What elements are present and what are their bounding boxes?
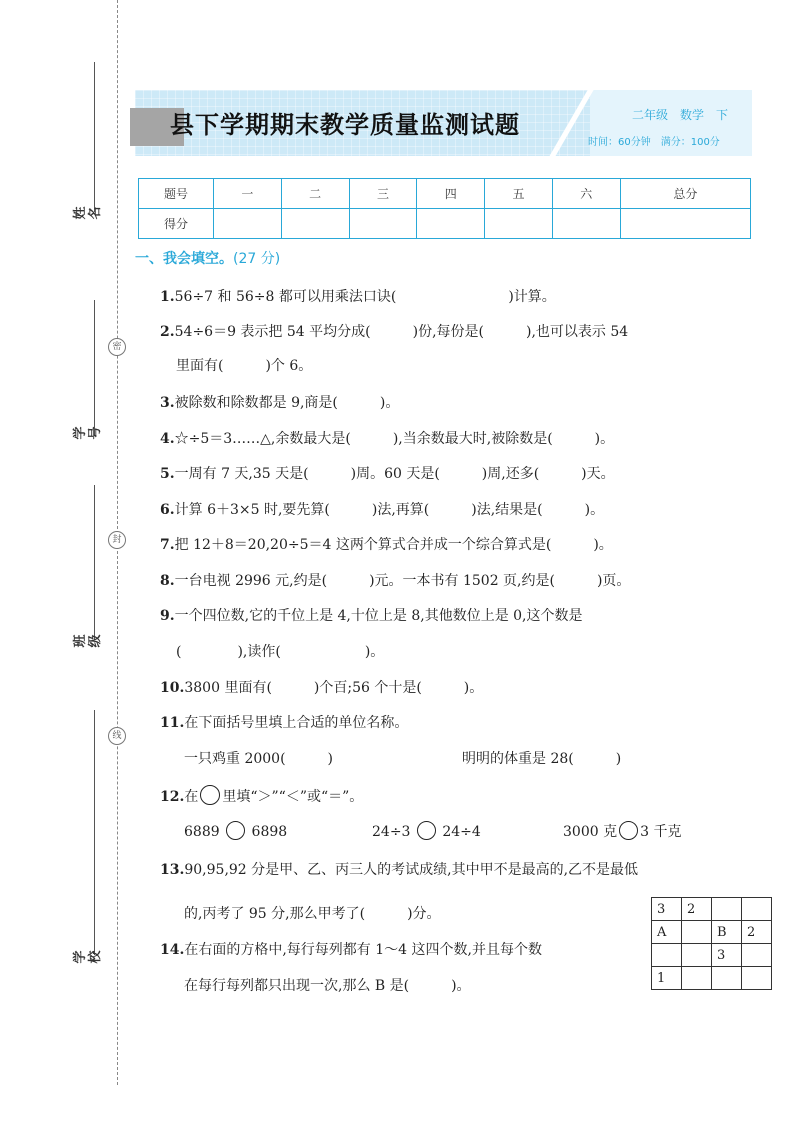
grade-subject: 二年级 数学 下	[632, 108, 729, 122]
section-1-points: (27 分)	[233, 251, 281, 267]
question-6	[160, 499, 604, 519]
question-number: 11.	[160, 715, 185, 731]
question-10	[160, 677, 483, 697]
question-number: 14.	[160, 942, 185, 958]
question-11-b	[462, 748, 621, 768]
question-number: 4.	[160, 431, 175, 447]
question-text: 里面有( )个 6。	[176, 358, 313, 374]
question-text: 3800 里面有( )个百;56 个十是( )。	[184, 680, 484, 696]
question-text: 54÷6＝9 表示把 54 平均分成( )份,每份是( ),也可以表示 54	[174, 324, 629, 340]
score-cell[interactable]	[281, 209, 349, 239]
question-number: 12.	[160, 789, 185, 805]
name-label: 姓名	[73, 206, 103, 220]
question-number: 8.	[160, 573, 175, 589]
grid-cell	[712, 898, 742, 921]
seal-mi: 密	[108, 338, 126, 356]
question-5	[160, 463, 615, 483]
compare-left: 3000 克	[563, 824, 618, 840]
question-8	[160, 570, 630, 590]
question-12	[160, 785, 363, 806]
class-label: 班级	[73, 634, 103, 648]
compare-item-2	[372, 821, 481, 840]
grid-cell: 3	[652, 898, 682, 921]
question-text: 在下面括号里填上合适的单位名称。	[184, 715, 409, 731]
section-1-heading	[135, 248, 280, 268]
number-grid	[651, 897, 772, 990]
grid-cell	[742, 898, 772, 921]
question-number: 3.	[160, 395, 175, 411]
question-14-line2	[184, 975, 471, 995]
question-text: 被除数和除数都是 9,商是( )。	[174, 395, 400, 411]
question-text: 一台电视 2996 元,约是( )元。一本书有 1502 页,约是( )页。	[174, 573, 631, 589]
student-id-line	[94, 300, 95, 435]
question-text: 在右面的方格中,每行每列都有 1～4 这四个数,并且每个数	[184, 942, 542, 958]
grid-cell: 2	[742, 921, 772, 944]
question-11	[160, 712, 408, 732]
score-cell[interactable]	[485, 209, 553, 239]
grid-cell	[742, 967, 772, 990]
grid-cell	[652, 944, 682, 967]
grid-cell	[742, 944, 772, 967]
question-text: 里填“＞”“＜”或“＝”。	[222, 789, 364, 805]
header-cell: 题号	[139, 179, 214, 209]
question-number: 13.	[160, 862, 185, 878]
time-info: 时间：60分钟 满分：100分	[588, 137, 720, 148]
question-2	[160, 321, 628, 341]
score-header-row	[139, 179, 751, 209]
header-cell: 四	[417, 179, 485, 209]
score-cell[interactable]	[214, 209, 282, 239]
header-cell: 一	[214, 179, 282, 209]
score-cell[interactable]	[349, 209, 417, 239]
question-7	[160, 534, 613, 554]
question-text: 一个四位数,它的千位上是 4,十位上是 8,其他数位上是 0,这个数是	[174, 608, 583, 624]
question-text: 的,丙考了 95 分,那么甲考了( )分。	[184, 906, 441, 922]
seal-xian: 线	[108, 727, 126, 745]
grid-cell: A	[652, 921, 682, 944]
grid-cell	[682, 967, 712, 990]
compare-right: 3 千克	[640, 824, 682, 840]
score-table	[138, 178, 751, 239]
header-cell: 五	[485, 179, 553, 209]
question-9	[160, 605, 583, 625]
question-text: 明明的体重是 28( )	[462, 751, 622, 767]
class-line	[94, 485, 95, 640]
question-4	[160, 428, 614, 448]
grid-row	[652, 944, 772, 967]
question-number: 2.	[160, 324, 175, 340]
compare-left: 6889	[184, 824, 220, 840]
grid-cell: 2	[682, 898, 712, 921]
header-cell: 二	[281, 179, 349, 209]
compare-left: 24÷3	[372, 824, 411, 840]
score-row	[139, 209, 751, 239]
grid-cell	[682, 944, 712, 967]
compare-right: 24÷4	[442, 824, 481, 840]
header-cell: 三	[349, 179, 417, 209]
grid-cell: 3	[712, 944, 742, 967]
question-text: 计算 6＋3×5 时,要先算( )法,再算( )法,结果是( )。	[174, 502, 605, 518]
question-number: 1.	[160, 289, 175, 305]
question-text: ☆÷5＝3……△,余数最大是( ),当余数最大时,被除数是( )。	[174, 431, 615, 447]
question-text: 一只鸡重 2000( )	[184, 751, 334, 767]
header-cell: 六	[552, 179, 620, 209]
question-text: 90,95,92 分是甲、乙、丙三人的考试成绩,其中甲不是最高的,乙不是最低	[184, 862, 639, 878]
page-title: 县下学期期末教学质量监测试题	[170, 110, 520, 139]
question-13	[160, 859, 638, 879]
student-id-label: 学号	[73, 426, 103, 440]
question-2-line2	[176, 355, 312, 375]
question-text: 把 12＋8＝20,20÷5＝4 这两个算式合并成一个综合算式是( )。	[174, 537, 613, 553]
question-14	[160, 939, 542, 959]
compare-circle-input[interactable]	[417, 821, 436, 840]
compare-right: 6898	[251, 824, 288, 840]
header-cell: 总分	[620, 179, 750, 209]
score-cell[interactable]	[620, 209, 750, 239]
school-line	[94, 710, 95, 955]
compare-circle-input[interactable]	[619, 821, 638, 840]
school-label: 学校	[73, 950, 103, 964]
question-13-line2	[184, 903, 441, 923]
compare-circle-input[interactable]	[226, 821, 245, 840]
compare-item-1	[184, 821, 287, 840]
question-number: 10.	[160, 680, 185, 696]
grid-cell	[682, 921, 712, 944]
question-text: 一周有 7 天,35 天是( )周。60 天是( )周,还多( )天。	[174, 466, 615, 482]
name-line	[94, 62, 95, 212]
score-cell[interactable]	[417, 209, 485, 239]
grid-row	[652, 898, 772, 921]
seal-feng: 封	[108, 531, 126, 549]
circle-icon	[200, 785, 220, 805]
question-number: 9.	[160, 608, 175, 624]
grid-row	[652, 967, 772, 990]
question-text: 56÷7 和 56÷8 都可以用乘法口诀( )计算。	[174, 289, 556, 305]
question-number: 6.	[160, 502, 175, 518]
question-1	[160, 286, 556, 306]
grid-cell: 1	[652, 967, 682, 990]
question-11-a	[184, 748, 333, 768]
score-cell[interactable]	[552, 209, 620, 239]
grid-cell: B	[712, 921, 742, 944]
question-9-line2	[176, 641, 384, 661]
question-text: 在每行每列都只出现一次,那么 B 是( )。	[184, 978, 471, 994]
question-text: 在	[184, 789, 199, 805]
question-text: ( ),读作( )。	[176, 644, 385, 660]
question-number: 5.	[160, 466, 175, 482]
section-1-title: 一、我会填空。	[135, 251, 233, 267]
grid-row	[652, 921, 772, 944]
question-3	[160, 392, 399, 412]
grid-cell	[712, 967, 742, 990]
question-number: 7.	[160, 537, 175, 553]
compare-item-3	[563, 821, 681, 841]
score-row-label: 得分	[139, 209, 214, 239]
